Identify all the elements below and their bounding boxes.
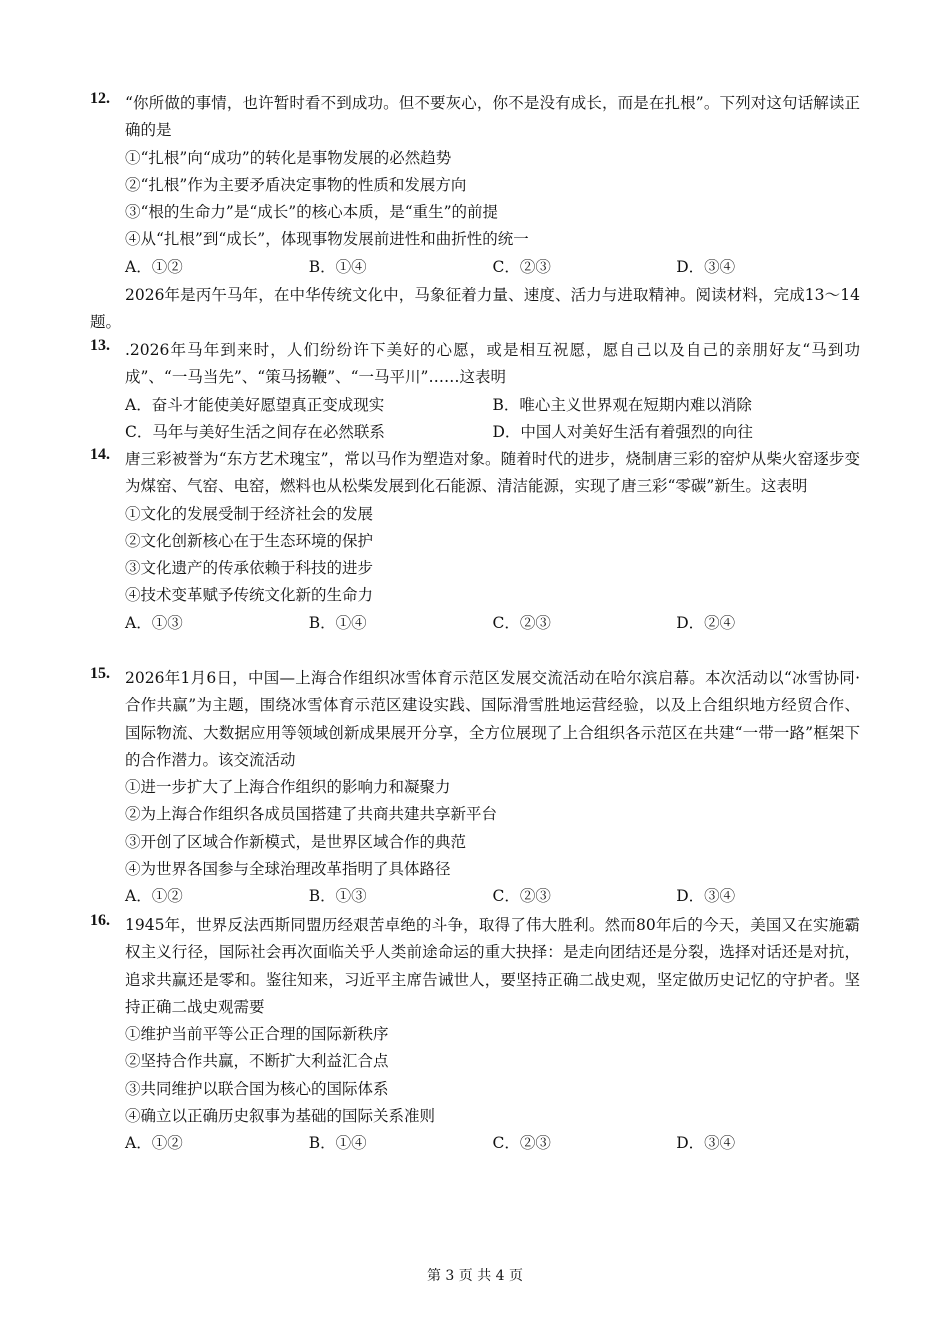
choice-b[interactable]: B．①④: [308, 613, 367, 632]
question-12: [90, 90, 860, 281]
statement: ②“扎根”作为主要矛盾决定事物的性质和发展方向: [125, 175, 467, 194]
choice-d[interactable]: D．③④: [676, 1134, 736, 1153]
choice-a[interactable]: A．①③: [125, 613, 183, 632]
question-stem: .2026年马年到来时，人们纷纷许下美好的心愿，或是相互祝愿，愿自己以及自己的亲朋好友“马到功成”、“一马当先”、“策马扬鞭”、“一马平川”……这表明: [125, 341, 860, 387]
choice-a[interactable]: A．①②: [125, 887, 183, 906]
question-number: 15.: [90, 665, 110, 682]
statement: ①进一步扩大了上海合作组织的影响力和凝聚力: [125, 778, 451, 797]
choice-row: [125, 883, 860, 910]
choice-a[interactable]: A．①②: [125, 257, 183, 276]
page-footer: 第 3 页 共 4 页: [426, 1268, 524, 1284]
statement: ③共同维护以联合国为核心的国际体系: [125, 1079, 389, 1098]
choice-c[interactable]: C．马年与美好生活之间存在必然联系: [125, 422, 385, 441]
choice-c[interactable]: C．②③: [492, 257, 551, 276]
choice-d[interactable]: D．③④: [676, 887, 736, 906]
choice-a[interactable]: A．①②: [125, 1134, 183, 1153]
statement: ④确立以正确历史叙事为基础的国际关系准则: [125, 1107, 436, 1126]
choice-b[interactable]: B．①④: [308, 1134, 367, 1153]
question-16: [90, 912, 860, 1158]
choice-row: [125, 392, 860, 419]
choice-d[interactable]: D．③④: [676, 257, 736, 276]
question-stem: “你所做的事情，也许暂时看不到成功。但不要灰心，你不是没有成长，而是在扎根”。下列对这句话解读正确的是: [125, 94, 860, 140]
question-15: [90, 665, 860, 911]
choice-b[interactable]: B．①③: [308, 887, 367, 906]
question-number: 14.: [90, 446, 110, 463]
statement: ①文化的发展受制于经济社会的发展: [125, 504, 374, 523]
question-number: 12.: [90, 90, 110, 107]
choice-row: [125, 610, 860, 637]
question-stem: 唐三彩被誉为“东方艺术瑰宝”，常以马作为塑造对象。随着时代的进步，烧制唐三彩的窑炉从柴火窑逐步变为煤窑、气窑、电窑，燃料也从松柴发展到化石能源、清洁能源，实现了唐三彩“零碳”新生。这表明: [125, 450, 860, 496]
choice-row: [125, 254, 860, 281]
statement: ②文化创新核心在于生态环境的保护: [125, 531, 374, 550]
choice-d[interactable]: D．中国人对美好生活有着强烈的向往: [492, 422, 753, 441]
choice-row: [125, 1130, 860, 1157]
statement: ②坚持合作共赢，不断扩大利益汇合点: [125, 1052, 389, 1071]
statement: ③“根的生命力”是“成长”的核心本质，是“重生”的前提: [125, 203, 499, 222]
statement: ④从“扎根”到“成长”，体现事物发展前进性和曲折性的统一: [125, 230, 529, 249]
statement: ③文化遗产的传承依赖于科技的进步: [125, 559, 374, 578]
statement: ④技术变革赋予传统文化新的生命力: [125, 586, 374, 605]
choice-c[interactable]: C．②③: [492, 613, 551, 632]
question-14: [90, 446, 860, 637]
statement: ①“扎根”向“成功”的转化是事物发展的必然趋势: [125, 148, 452, 167]
question-stem: 1945年，世界反法西斯同盟历经艰苦卓绝的斗争，取得了伟大胜利。然而80年后的今天，美国又在实施霸权主义行径，国际社会再次面临关乎人类前途命运的重大抉择：是走向团结还是分裂，选择对话还是对抗，追求共赢还是零和。鉴往知来，习近平主席告诫世人，要坚持正确二战史观，坚定做历史记忆的守护者。坚持正确二战史观需要: [125, 916, 860, 1016]
choice-b[interactable]: B．唯心主义世界观在短期内难以消除: [492, 395, 752, 414]
choice-a[interactable]: A．奋斗才能使美好愿望真正变成现实: [125, 395, 385, 414]
statement: ①维护当前平等公正合理的国际新秩序: [125, 1025, 389, 1044]
choice-b[interactable]: B．①④: [308, 257, 367, 276]
choice-c[interactable]: C．②③: [492, 1134, 551, 1153]
question-stem: 2026年1月6日，中国—上海合作组织冰雪体育示范区发展交流活动在哈尔滨启幕。本次活动以“冰雪协同·合作共赢”为主题，围绕冰雪体育示范区建设实践、国际滑雪胜地运营经验，以及上合组织地方经贸合作、国际物流、大数据应用等领域创新成果展开分享，全方位展现了上合组织各示范区在共建“一带一路”框架下的合作潜力。该交流活动: [125, 669, 860, 769]
choice-row: [125, 419, 860, 446]
statement: ②为上海合作组织各成员国搭建了共商共建共享新平台: [125, 805, 498, 824]
reading-intro: 2026年是丙午马年，在中华传统文化中，马象征着力量、速度、活力与进取精神。阅读材料，完成13～14题。: [90, 286, 860, 332]
statement: ④为世界各国参与全球治理改革指明了具体路径: [125, 860, 451, 879]
choice-d[interactable]: D．②④: [676, 613, 736, 632]
statement: ③开创了区域合作新模式，是世界区域合作的典范: [125, 832, 467, 851]
question-13: [90, 337, 860, 446]
question-number: 13.: [90, 337, 110, 354]
choice-c[interactable]: C．②③: [492, 887, 551, 906]
question-number: 16.: [90, 912, 110, 929]
